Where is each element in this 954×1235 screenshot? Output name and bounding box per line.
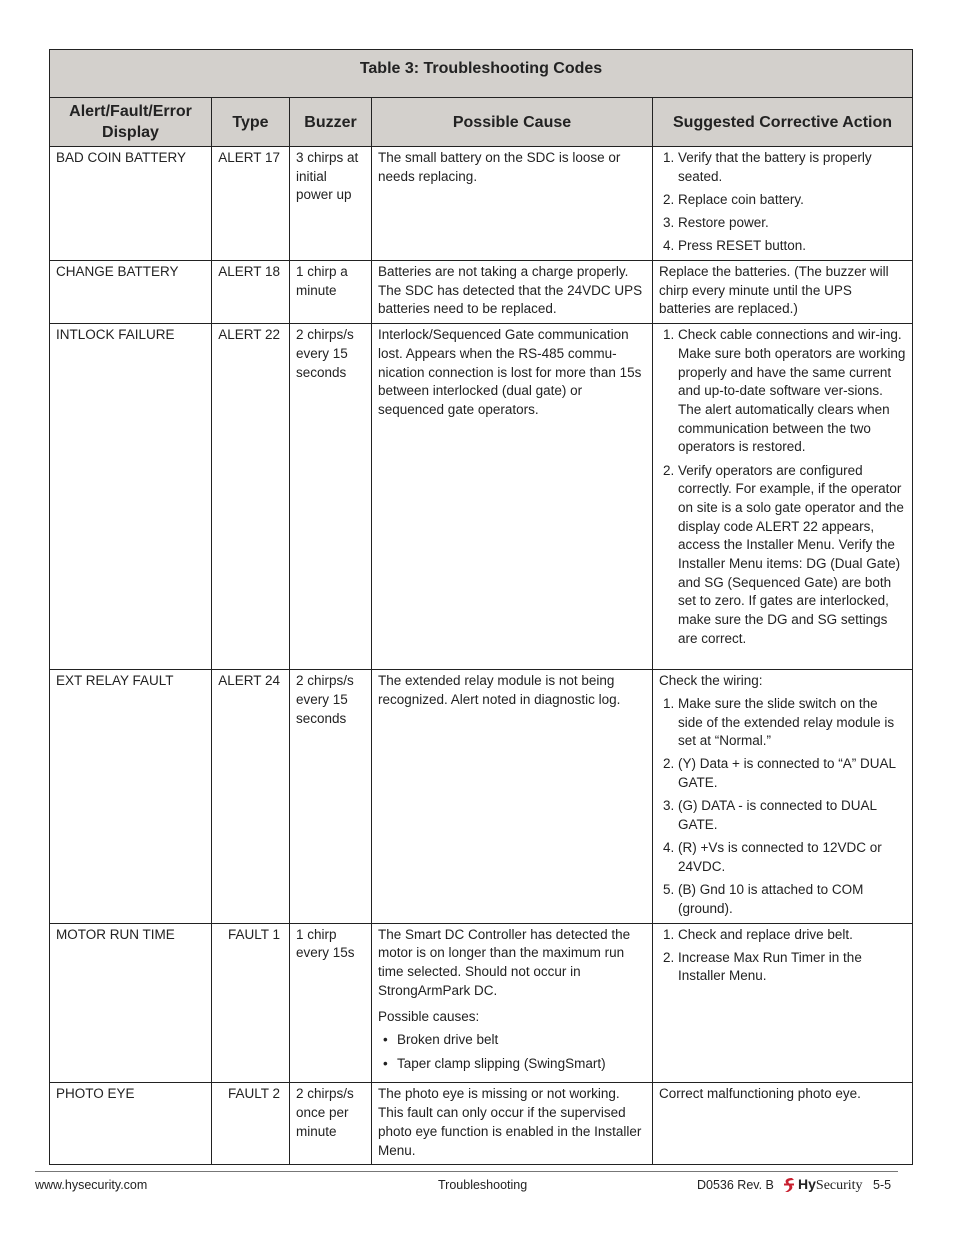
- action-list: [659, 695, 906, 919]
- footer-section: Troubleshooting: [438, 1178, 528, 1192]
- footer-website[interactable]: www.hysecurity.com: [35, 1178, 148, 1192]
- cause-extra: Possible causes:: [378, 1009, 480, 1025]
- header-type: Type: [212, 98, 290, 147]
- type-cell: FAULT 2: [212, 1083, 290, 1165]
- action-step: 1. Verify that the battery is properly seated.: [678, 149, 906, 186]
- action-list: [659, 926, 906, 987]
- action-list: [659, 326, 906, 648]
- header-action: Suggested Corrective Action: [653, 98, 913, 147]
- table-row: [50, 923, 913, 1083]
- header-buzzer: Buzzer: [290, 98, 372, 147]
- action-cell: [653, 147, 913, 261]
- buzzer-cell: 3 chirps at initial power up: [290, 147, 372, 261]
- header-display: Alert/Fault/Error Display: [50, 98, 212, 147]
- table-row: [50, 1083, 913, 1165]
- type-cell: ALERT 17: [212, 147, 290, 261]
- hysecurity-logo: [782, 1176, 863, 1194]
- type-cell: FAULT 1: [212, 923, 290, 1083]
- cause-cell: Interlock/Sequenced Gate communication lost. Appears when the RS-485 commu-nication connection is lost for more than 15s between interlocked (dual gate) or sequenced gate operators.: [372, 324, 653, 670]
- action-step: 5. (B) Gnd 10 is attached to COM (ground).: [678, 881, 906, 918]
- cause-bullet: • Taper clamp slipping (SwingSmart): [397, 1055, 646, 1074]
- buzzer-cell: 1 chirp a minute: [290, 261, 372, 324]
- cause-cell: The small battery on the SDC is loose or needs replacing.: [372, 147, 653, 261]
- action-step: 4. (R) +Vs is connected to 12VDC or 24VDC.: [678, 839, 906, 876]
- action-step: 1. Check cable connections and wir-ing. Make sure both operators are working properly and have the same current and up-to-date software ver-sions. The alert automatically clears when communication between the two operators is restored.: [678, 326, 906, 457]
- logo-text-rest: Security: [815, 1178, 863, 1193]
- action-cell: Replace the batteries. (The buzzer will chirp every minute until the UPS batteries are replaced.): [653, 261, 913, 324]
- table-row: [50, 261, 913, 324]
- cause-cell: [372, 923, 653, 1083]
- header-cause: Possible Cause: [372, 98, 653, 147]
- action-step: 2. (Y) Data + is connected to “A” DUAL GATE.: [678, 755, 906, 792]
- display-cell: CHANGE BATTERY: [50, 261, 212, 324]
- cause-bullet: • Broken drive belt: [397, 1031, 646, 1050]
- buzzer-cell: 1 chirp every 15s: [290, 923, 372, 1083]
- action-cell: [653, 670, 913, 923]
- hysecurity-logo-icon: [782, 1177, 796, 1193]
- action-step: 1. Check and replace drive belt.: [678, 926, 906, 945]
- cause-cell: The extended relay module is not being recognized. Alert noted in diagnostic log.: [372, 670, 653, 923]
- buzzer-cell: 2 chirps/s every 15 seconds: [290, 670, 372, 923]
- action-step: 2. Verify operators are configured correctly. For example, if the operator on site is a solo gate operator and the display code ALERT 22 appears, access the Installer Menu. Verify the Installer Menu items: DG (Dual Gate) and SG (Sequenced Gate) are both set to zero. If gates are interlocked, make sure the DG and SG settings are correct.: [678, 462, 906, 649]
- cause-text: The Smart DC Controller has detected the motor is on longer than the maximum run time selected. Should not occur in StrongArmPark DC.: [378, 926, 631, 998]
- action-intro: Check the wiring:: [659, 673, 763, 689]
- logo-text-bold: Hy: [798, 1176, 816, 1192]
- type-cell: ALERT 22: [212, 324, 290, 670]
- display-cell: PHOTO EYE: [50, 1083, 212, 1165]
- table-row: [50, 324, 913, 670]
- action-list: [659, 149, 906, 256]
- footer-doc-rev: D0536 Rev. B: [697, 1178, 774, 1192]
- action-cell: [653, 324, 913, 670]
- table-row: [50, 670, 913, 923]
- action-step: 1. Make sure the slide switch on the side of the extended relay module is set at “Normal.”: [678, 695, 906, 751]
- display-cell: BAD COIN BATTERY: [50, 147, 212, 261]
- buzzer-cell: 2 chirps/s every 15 seconds: [290, 324, 372, 670]
- action-step: 3. (G) DATA - is connected to DUAL GATE.: [678, 797, 906, 834]
- display-cell: MOTOR RUN TIME: [50, 923, 212, 1083]
- logo-wordmark: [798, 1176, 863, 1194]
- display-cell: EXT RELAY FAULT: [50, 670, 212, 923]
- type-cell: ALERT 24: [212, 670, 290, 923]
- action-step: 2. Increase Max Run Timer in the Installer Menu.: [678, 949, 906, 986]
- footer-page-number: 5-5: [873, 1178, 892, 1192]
- cause-bullets: [378, 1031, 646, 1073]
- table-row: [50, 147, 913, 261]
- footer-divider: [35, 1171, 898, 1172]
- action-step: 2. Replace coin battery.: [678, 191, 906, 210]
- action-cell: [653, 923, 913, 1083]
- action-cell: Correct malfunctioning photo eye.: [653, 1083, 913, 1165]
- cause-cell: The photo eye is missing or not working. This fault can only occur if the supervised photo eye function is enabled in the Installer Menu.: [372, 1083, 653, 1165]
- troubleshooting-table: [49, 49, 913, 1165]
- table-title: Table 3: Troubleshooting Codes: [50, 50, 913, 98]
- action-step: 3. Restore power.: [678, 214, 906, 233]
- cause-cell: Batteries are not taking a charge properly. The SDC has detected that the 24VDC UPS batteries need to be replaced.: [372, 261, 653, 324]
- display-cell: INTLOCK FAILURE: [50, 324, 212, 670]
- action-step: 4. Press RESET button.: [678, 237, 906, 256]
- buzzer-cell: 2 chirps/s once per minute: [290, 1083, 372, 1165]
- type-cell: ALERT 18: [212, 261, 290, 324]
